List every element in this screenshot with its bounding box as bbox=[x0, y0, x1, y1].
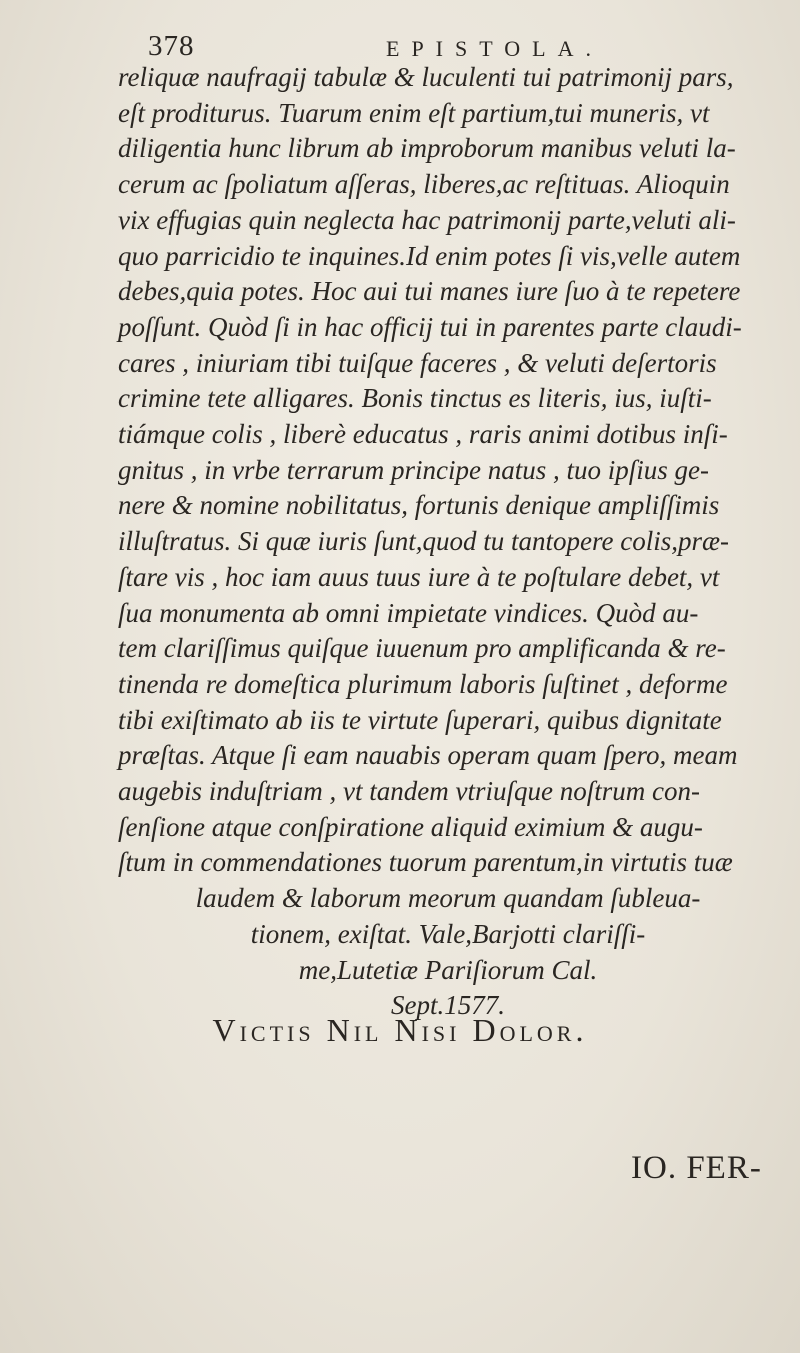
text-line: tiámque colis , liberè educatus , raris animi dotibus inſi- bbox=[118, 419, 728, 450]
text-line: laudem & laborum meorum quandam ſubleua- bbox=[195, 883, 701, 914]
text-line: tibi exiſtimato ab iis te virtute ſuperari, quibus dignitate bbox=[118, 704, 722, 735]
text-line: poſſunt. Quòd ſi in hac officij tui in parentes parte claudi- bbox=[118, 311, 742, 342]
text-line: vix effugias quin neglecta hac patrimonij parte,veluti ali- bbox=[118, 204, 736, 235]
text-line: eſt proditurus. Tuarum enim eſt partium,tui muneris, vt bbox=[118, 97, 710, 128]
page-header bbox=[148, 30, 758, 64]
text-line: tinenda re domeſtica plurimum laboris ſuſtinet , deforme bbox=[118, 668, 728, 699]
text-line: me,Lutetiæ Pariſiorum Cal. bbox=[298, 954, 598, 985]
text-line: illuſtratus. Si quæ iuris ſunt,quod tu tantopere colis,præ- bbox=[118, 526, 730, 557]
text-line: quo parricidio te inquines.Id enim potes ſi vis,velle autem bbox=[118, 240, 741, 271]
text-line: ſenſione atque conſpiratione aliquid eximium & augu- bbox=[118, 811, 703, 842]
text-line: nere & nomine nobilitatus, fortunis denique ampliſſimis bbox=[118, 490, 720, 521]
text-line: cares , iniuriam tibi tuiſque faceres , & veluti deſertoris bbox=[118, 347, 717, 378]
letter-body bbox=[118, 60, 778, 1024]
text-line: cerum ac ſpoliatum aſſeras, liberes,ac reſtituas. Alioquin bbox=[118, 169, 730, 200]
running-head: EPISTOLA. bbox=[386, 36, 603, 61]
text-line: tem clariſſimus quiſque iuuenum pro amplificanda & re- bbox=[118, 633, 726, 664]
text-line: ſtare vis , hoc iam auus tuus iure à te poſtulare debet, vt bbox=[118, 561, 720, 592]
page-number: 378 bbox=[148, 30, 195, 62]
motto: Victis Nil Nisi Dolor. bbox=[212, 1012, 588, 1048]
text-line: ſua monumenta ab omni impietate vindices. Quòd au- bbox=[118, 597, 699, 628]
text-line: augebis induſtriam , vt tandem vtriuſque noſtrum con- bbox=[118, 776, 700, 807]
text-line: præſtas. Atque ſi eam nauabis operam quam ſpero, meam bbox=[118, 740, 738, 771]
text-line: tionem, exiſtat. Vale,Barjotti clariſſi- bbox=[250, 918, 646, 949]
letter-date: Sept.1577. bbox=[391, 990, 505, 1021]
text-line: crimine tete alligares. Bonis tinctus es literis, ius, iuſti- bbox=[118, 383, 712, 414]
text-line: diligentia hunc librum ab improborum manibus veluti la- bbox=[118, 133, 736, 164]
text-line: ſtum in commendationes tuorum parentum,in virtutis tuæ bbox=[118, 847, 733, 878]
text-line: debes,quia potes. Hoc aui tui manes iure ſuo à te repetere bbox=[118, 276, 741, 307]
text-line: reliquæ naufragij tabulæ & luculenti tui patrimonij pars, bbox=[118, 62, 734, 92]
catchword: IO. FER- bbox=[631, 1150, 762, 1186]
text-line: gnitus , in vrbe terrarum principe natus , tuo ipſius ge- bbox=[118, 454, 709, 485]
